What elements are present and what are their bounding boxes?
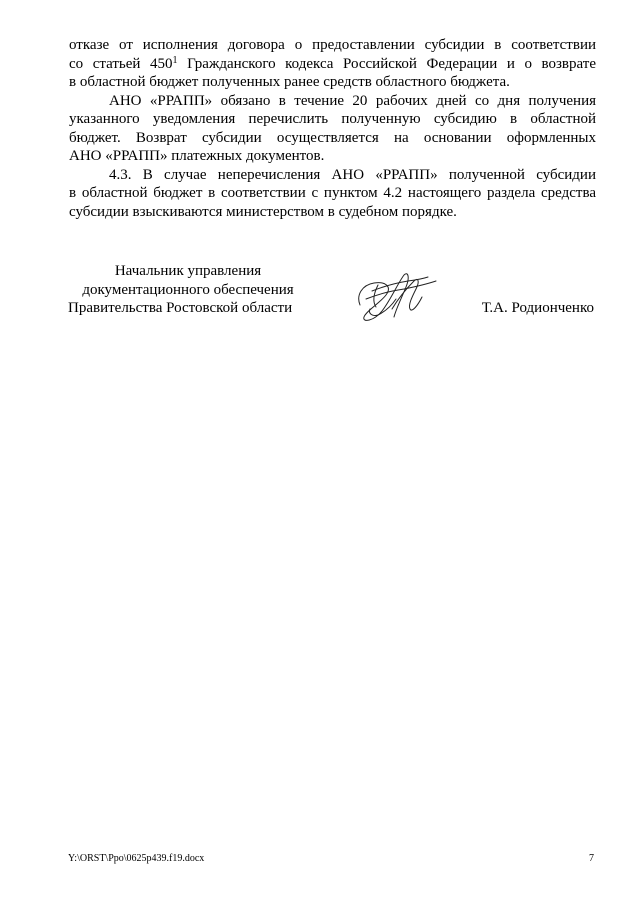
- handwritten-signature: [352, 265, 442, 327]
- text-line: отказе от исполнения договора о предоставлении субсидии в соответствии: [69, 37, 596, 53]
- position-line: Начальник управления: [114, 263, 262, 279]
- text-fragment: Гражданского кодекса Российской Федерации и о возврате: [177, 55, 596, 72]
- text-line: указанного уведомления перечислить полученную субсидию в областной: [69, 111, 596, 127]
- text-line: АНО «РРАПП» платежных документов.: [69, 148, 325, 164]
- text-line: в областной бюджет полученных ранее средств областного бюджета.: [69, 74, 510, 90]
- text-line: [69, 55, 596, 74]
- text-line: в областной бюджет в соответствии с пунктом 4.2 настоящего раздела средства: [69, 185, 596, 201]
- document-body: [69, 36, 596, 221]
- text-line: АНО «РРАПП» обязано в течение 20 рабочих дней со дня получения: [109, 92, 596, 109]
- text-line: субсидии взыскиваются министерством в судебном порядке.: [69, 203, 457, 220]
- signatory-position: [68, 262, 308, 318]
- paragraph-obligation: [69, 92, 596, 166]
- footer-file-path: Y:\ORST\Ppo\0625p439.f19.docx: [68, 853, 205, 864]
- text-fragment: со статьей 450: [69, 55, 173, 72]
- page-number: 7: [589, 853, 594, 864]
- position-line: Правительства Ростовской области: [68, 300, 293, 316]
- signatory-name: Т.А. Родионченко: [481, 300, 594, 316]
- superscript: 1: [172, 54, 178, 66]
- paragraph-4-3: [69, 166, 596, 222]
- text-line: 4.3. В случае неперечисления АНО «РРАПП» полученной субсидии: [109, 166, 596, 183]
- position-line: документационного обеспечения: [82, 281, 294, 298]
- paragraph-refund-notice: [69, 36, 596, 92]
- text-line: бюджет. Возврат субсидии осуществляется на основании оформленных: [69, 129, 596, 146]
